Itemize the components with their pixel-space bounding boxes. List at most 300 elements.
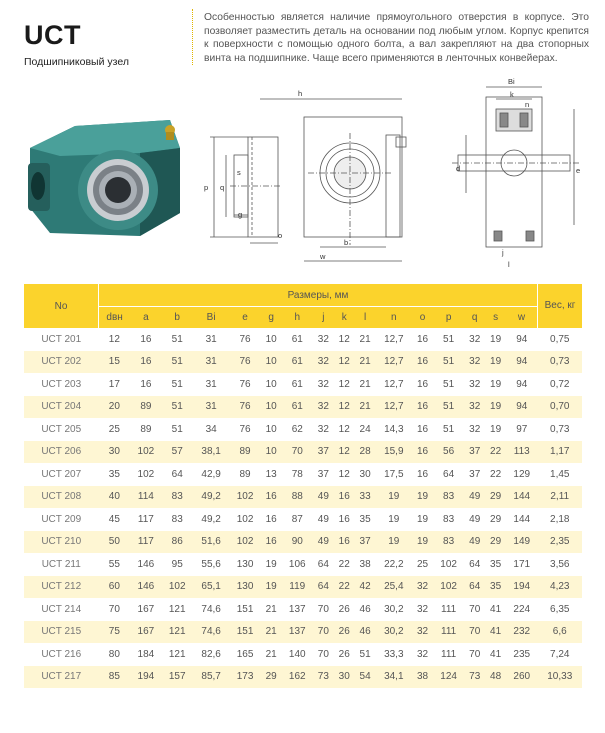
column-header: dвн <box>99 307 131 329</box>
row-cell: 130 <box>229 576 260 599</box>
column-header: k <box>334 307 355 329</box>
row-cell: 62 <box>291 423 303 435</box>
row-cell: 0,73 <box>538 351 583 374</box>
row-cell: 64 <box>317 558 329 570</box>
row-cell: 21 <box>355 351 376 374</box>
row-cell: 83 <box>443 513 455 525</box>
row-cell: 35 <box>108 468 120 480</box>
row-cell: 74,6 <box>193 621 230 644</box>
row-cell: 7,24 <box>550 648 570 660</box>
row-cell: 130 <box>236 558 254 570</box>
row-cell: 10,33 <box>538 666 583 689</box>
row-cell: 33,3 <box>384 648 404 660</box>
row-cell: 1,17 <box>538 441 583 464</box>
row-cell: 19 <box>265 558 277 570</box>
table-row <box>24 486 582 509</box>
row-cell: 102 <box>229 531 260 554</box>
row-cell: 83 <box>162 486 193 509</box>
row-cell: 49 <box>313 486 334 509</box>
row-cell: 10 <box>261 441 282 464</box>
row-cell: 51 <box>443 333 455 345</box>
dim-b-label: b <box>344 238 349 247</box>
row-cell: 28 <box>355 441 376 464</box>
row-cell: 30,2 <box>376 621 413 644</box>
row-cell: 16 <box>130 351 161 374</box>
row-cell: 111 <box>433 621 464 644</box>
row-cell: 111 <box>441 603 457 615</box>
row-model: UCT 210 <box>24 531 99 554</box>
row-cell: 56 <box>433 441 464 464</box>
row-cell: 260 <box>506 666 537 689</box>
dim-q-label: q <box>220 183 225 192</box>
row-cell: 22 <box>485 441 506 464</box>
column-header: g <box>261 307 282 329</box>
row-cell: 48 <box>485 666 506 689</box>
row-cell: 31 <box>205 378 217 390</box>
row-cell: 19 <box>490 378 502 390</box>
row-cell: 17 <box>108 378 120 390</box>
row-cell: 32 <box>317 423 329 435</box>
row-cell: 41 <box>490 603 502 615</box>
row-cell: 37 <box>313 441 334 464</box>
row-cell: 102 <box>440 558 457 570</box>
dim-l-label: l <box>508 260 510 269</box>
row-cell: 16 <box>412 441 433 464</box>
row-cell: 70 <box>313 621 334 644</box>
row-cell: 64 <box>443 468 455 480</box>
row-cell: 94 <box>506 351 537 374</box>
row-cell: 194 <box>506 576 537 599</box>
row-cell: 35 <box>485 576 506 599</box>
row-cell: 16 <box>265 513 277 525</box>
table-row <box>24 621 582 644</box>
row-cell: 61 <box>291 333 303 345</box>
row-cell: 10 <box>261 351 282 374</box>
row-cell: 35 <box>490 558 502 570</box>
row-cell: 17,5 <box>384 468 404 480</box>
column-header: l <box>355 307 376 329</box>
row-cell: 171 <box>513 558 531 570</box>
row-cell: 24 <box>359 423 371 435</box>
row-cell: 21 <box>359 333 371 345</box>
row-cell: 19 <box>376 486 413 509</box>
row-cell: 97 <box>516 423 528 435</box>
row-cell: 0,70 <box>538 396 583 419</box>
row-cell: 50 <box>99 531 131 554</box>
row-cell: 76 <box>239 378 251 390</box>
row-cell: 13 <box>265 468 277 480</box>
row-cell: 73 <box>464 666 485 689</box>
row-cell: 32 <box>464 396 485 419</box>
row-cell: 90 <box>282 531 313 554</box>
row-cell: 121 <box>168 648 186 660</box>
row-cell: 49,2 <box>201 513 221 525</box>
row-cell: 64 <box>171 468 183 480</box>
dim-g-label: g <box>238 210 243 219</box>
row-cell: 10 <box>265 333 277 345</box>
row-cell: 70 <box>469 648 481 660</box>
row-cell: 37 <box>469 468 481 480</box>
row-cell: 106 <box>288 558 306 570</box>
table-row <box>24 351 582 374</box>
row-cell: 224 <box>513 603 531 615</box>
table-row <box>24 666 582 689</box>
dim-j-label: j <box>502 248 504 257</box>
row-cell: 76 <box>239 333 251 345</box>
row-cell: 42,9 <box>201 468 221 480</box>
row-cell: 49 <box>464 486 485 509</box>
row-cell: 42 <box>355 576 376 599</box>
row-model: UCT 207 <box>41 468 82 480</box>
row-cell: 46 <box>355 621 376 644</box>
table-row <box>24 373 582 396</box>
row-cell: 144 <box>506 486 537 509</box>
row-cell: 51 <box>162 351 193 374</box>
column-header: h <box>282 307 313 329</box>
row-cell: 32 <box>313 396 334 419</box>
row-cell: 2,35 <box>538 531 583 554</box>
row-cell: 57 <box>162 441 193 464</box>
row-cell: 83 <box>171 513 183 525</box>
column-header: q <box>464 307 485 329</box>
row-cell: 21 <box>265 603 277 615</box>
column-header: Bi <box>193 307 230 329</box>
row-cell: 6,6 <box>538 621 583 644</box>
row-cell: 102 <box>433 576 464 599</box>
row-cell: 49 <box>313 531 334 554</box>
row-cell: 194 <box>130 666 161 689</box>
row-cell: 16 <box>412 351 433 374</box>
row-cell: 137 <box>282 621 313 644</box>
row-cell: 32 <box>412 576 433 599</box>
row-cell: 12 <box>108 333 120 345</box>
dim-bi-label: Bi <box>508 77 515 86</box>
row-cell: 3,56 <box>550 558 570 570</box>
row-cell: 64 <box>469 558 481 570</box>
row-cell: 12 <box>338 333 350 345</box>
row-cell: 32 <box>416 603 429 615</box>
row-cell: 167 <box>137 603 155 615</box>
row-cell: 55,6 <box>201 558 221 570</box>
row-cell: 88 <box>282 486 313 509</box>
row-cell: 37 <box>355 531 376 554</box>
row-cell: 19 <box>388 513 400 525</box>
technical-drawing <box>190 75 595 275</box>
row-cell: 32 <box>313 351 334 374</box>
row-cell: 15,9 <box>376 441 413 464</box>
row-cell: 146 <box>130 576 161 599</box>
row-cell: 21 <box>355 396 376 419</box>
table-row <box>24 598 582 621</box>
row-cell: 102 <box>162 576 193 599</box>
row-cell: 151 <box>229 621 260 644</box>
row-cell: 75 <box>99 621 131 644</box>
row-cell: 1,45 <box>550 468 570 480</box>
table-row <box>24 463 582 486</box>
row-cell: 33 <box>355 486 376 509</box>
row-cell: 70 <box>108 603 120 615</box>
row-cell: 31 <box>193 351 230 374</box>
row-cell: 102 <box>137 468 155 480</box>
row-cell: 119 <box>282 576 313 599</box>
row-cell: 16 <box>416 378 429 390</box>
row-cell: 146 <box>137 558 155 570</box>
dim-o-label: o <box>278 231 283 240</box>
row-cell: 89 <box>239 468 251 480</box>
row-cell: 15 <box>99 351 131 374</box>
row-cell: 184 <box>137 648 155 660</box>
row-cell: 86 <box>162 531 193 554</box>
row-cell: 144 <box>513 513 531 525</box>
row-cell: 95 <box>171 558 183 570</box>
row-cell: 49 <box>317 513 329 525</box>
row-cell: 64 <box>313 576 334 599</box>
row-cell: 26 <box>334 621 355 644</box>
row-cell: 2,11 <box>538 486 583 509</box>
column-header: e <box>229 307 260 329</box>
row-cell: 51 <box>433 396 464 419</box>
row-model: UCT 201 <box>41 333 82 345</box>
row-cell: 12,7 <box>376 351 413 374</box>
row-cell: 41 <box>485 621 506 644</box>
row-cell: 85 <box>99 666 131 689</box>
section-view <box>452 87 580 247</box>
row-cell: 61 <box>291 378 303 390</box>
dim-n-label: n <box>525 100 530 109</box>
page-subtitle: Подшипниковый узел <box>24 56 129 68</box>
row-cell: 80 <box>108 648 120 660</box>
row-model: UCT 209 <box>41 513 82 525</box>
row-cell: 54 <box>355 666 376 689</box>
row-cell: 60 <box>99 576 131 599</box>
row-cell: 51 <box>171 378 183 390</box>
row-cell: 16 <box>140 333 152 345</box>
column-header: w <box>506 307 537 329</box>
row-cell: 51 <box>433 351 464 374</box>
row-cell: 21 <box>261 621 282 644</box>
row-cell: 51 <box>171 423 183 435</box>
row-cell: 94 <box>506 396 537 419</box>
row-cell: 89 <box>140 423 152 435</box>
row-cell: 121 <box>168 603 186 615</box>
row-cell: 49,2 <box>193 486 230 509</box>
row-model: UCT 208 <box>24 486 99 509</box>
row-cell: 38 <box>412 666 433 689</box>
dim-k-label: k <box>510 90 514 99</box>
product-description: Особенностью является наличие прямоугольного отверстия в корпусе. Это позволяет разместить деталь на основании под любым углом. Корпус крепится к поверхности с помощью одного болта, а вал закрепляют на два стопорных винта на подшипнике. Чаще всего применяются в ленточных конвейерах. <box>204 12 589 64</box>
row-cell: 29 <box>485 531 506 554</box>
row-cell: 10 <box>265 423 277 435</box>
row-cell: 31 <box>205 333 217 345</box>
table-row <box>24 441 582 464</box>
row-cell: 51,6 <box>193 531 230 554</box>
row-cell: 19 <box>490 333 502 345</box>
row-cell: 121 <box>162 621 193 644</box>
row-cell: 173 <box>229 666 260 689</box>
row-cell: 21 <box>265 648 277 660</box>
row-cell: 117 <box>130 531 161 554</box>
row-cell: 51 <box>162 396 193 419</box>
row-cell: 89 <box>229 441 260 464</box>
row-cell: 32 <box>464 351 485 374</box>
row-cell: 22 <box>334 576 355 599</box>
row-cell: 149 <box>506 531 537 554</box>
row-cell: 12 <box>338 423 350 435</box>
row-cell: 70 <box>317 603 329 615</box>
table-row <box>24 508 582 531</box>
row-cell: 51 <box>359 648 371 660</box>
row-cell: 0,75 <box>550 333 570 345</box>
row-cell: 32 <box>469 423 481 435</box>
row-cell: 117 <box>137 513 154 525</box>
column-header: b <box>162 307 193 329</box>
row-cell: 61 <box>282 351 313 374</box>
row-cell: 19 <box>412 486 433 509</box>
row-cell: 32 <box>317 378 329 390</box>
row-cell: 76 <box>229 396 260 419</box>
row-cell: 12 <box>334 396 355 419</box>
row-cell: 12,7 <box>384 378 404 390</box>
row-cell: 10 <box>261 396 282 419</box>
row-cell: 22 <box>338 558 350 570</box>
row-cell: 19 <box>416 513 429 525</box>
column-header-row <box>24 307 582 329</box>
row-cell: 0,73 <box>550 423 570 435</box>
column-header: n <box>376 307 413 329</box>
row-cell: 22 <box>490 468 502 480</box>
column-header: p <box>433 307 464 329</box>
row-cell: 32 <box>416 648 429 660</box>
row-cell: 16 <box>416 333 429 345</box>
row-cell: 29 <box>485 486 506 509</box>
row-cell: 162 <box>282 666 313 689</box>
row-model: UCT 204 <box>24 396 99 419</box>
row-cell: 37 <box>464 441 485 464</box>
column-header: o <box>412 307 433 329</box>
row-cell: 19 <box>485 351 506 374</box>
row-model: UCT 212 <box>24 576 99 599</box>
product-photo <box>20 108 190 248</box>
dim-w-label: w <box>320 252 326 261</box>
row-cell: 61 <box>282 396 313 419</box>
row-model: UCT 217 <box>24 666 99 689</box>
column-header: j <box>313 307 334 329</box>
page-title: UCT <box>24 20 81 50</box>
row-cell: 4,23 <box>538 576 583 599</box>
row-cell: 49 <box>464 531 485 554</box>
row-cell: 51 <box>171 333 183 345</box>
row-cell: 6,35 <box>550 603 570 615</box>
row-cell: 16 <box>261 486 282 509</box>
row-cell: 70 <box>464 621 485 644</box>
row-model: UCT 203 <box>41 378 82 390</box>
row-cell: 19 <box>261 576 282 599</box>
row-cell: 16 <box>334 486 355 509</box>
row-cell: 82,6 <box>201 648 221 660</box>
row-cell: 102 <box>236 513 254 525</box>
dimensions-table <box>24 284 582 688</box>
row-cell: 94 <box>516 333 528 345</box>
row-cell: 113 <box>506 441 537 464</box>
row-cell: 85,7 <box>193 666 230 689</box>
row-model: UCT 206 <box>24 441 99 464</box>
row-cell: 38 <box>359 558 371 570</box>
row-cell: 12 <box>334 351 355 374</box>
row-cell: 12,7 <box>376 396 413 419</box>
table-row <box>24 396 582 419</box>
row-cell: 83 <box>433 486 464 509</box>
dim-d-label: d <box>456 164 461 173</box>
row-cell: 65,1 <box>193 576 230 599</box>
row-cell: 30 <box>334 666 355 689</box>
row-model: UCT 202 <box>24 351 99 374</box>
row-model: UCT 205 <box>41 423 82 435</box>
table-body <box>24 328 582 688</box>
row-cell: 37 <box>317 468 329 480</box>
description-divider <box>192 9 194 65</box>
row-model: UCT 216 <box>41 648 82 660</box>
row-cell: 21 <box>359 378 371 390</box>
row-cell: 124 <box>433 666 464 689</box>
row-cell: 34 <box>205 423 217 435</box>
row-model: UCT 211 <box>41 558 81 570</box>
row-cell: 83 <box>433 531 464 554</box>
row-cell: 235 <box>513 648 531 660</box>
row-cell: 19 <box>412 531 433 554</box>
row-cell: 32 <box>317 333 329 345</box>
row-cell: 16 <box>261 531 282 554</box>
row-cell: 70 <box>469 603 481 615</box>
row-cell: 29 <box>490 513 502 525</box>
row-cell: 70 <box>282 441 313 464</box>
row-cell: 25 <box>416 558 429 570</box>
row-cell: 10 <box>265 378 277 390</box>
header-mass: Вес, кг <box>538 284 583 328</box>
row-cell: 12 <box>334 441 355 464</box>
row-cell: 74,6 <box>201 603 221 615</box>
row-cell: 157 <box>162 666 193 689</box>
row-cell: 32 <box>412 621 433 644</box>
table-row <box>24 531 582 554</box>
row-cell: 16 <box>416 423 429 435</box>
row-cell: 129 <box>513 468 531 480</box>
row-cell: 25 <box>108 423 120 435</box>
column-header: s <box>485 307 506 329</box>
row-cell: 12 <box>338 378 350 390</box>
row-cell: 49 <box>469 513 481 525</box>
row-cell: 16 <box>338 513 350 525</box>
row-cell: 22,2 <box>384 558 404 570</box>
row-cell: 30 <box>99 441 131 464</box>
row-cell: 232 <box>506 621 537 644</box>
row-cell: 114 <box>130 486 161 509</box>
header-no: No <box>24 284 99 328</box>
table-row <box>24 553 582 576</box>
table-row <box>24 328 582 351</box>
row-cell: 51 <box>443 378 455 390</box>
row-cell: 26 <box>338 648 350 660</box>
row-cell: 111 <box>441 648 457 660</box>
row-cell: 167 <box>130 621 161 644</box>
row-cell: 12,7 <box>384 333 404 345</box>
row-cell: 35 <box>359 513 371 525</box>
row-cell: 70 <box>317 648 329 660</box>
row-cell: 41 <box>490 648 502 660</box>
row-cell: 89 <box>130 396 161 419</box>
row-cell: 76 <box>229 351 260 374</box>
row-cell: 102 <box>229 486 260 509</box>
row-cell: 31 <box>193 396 230 419</box>
